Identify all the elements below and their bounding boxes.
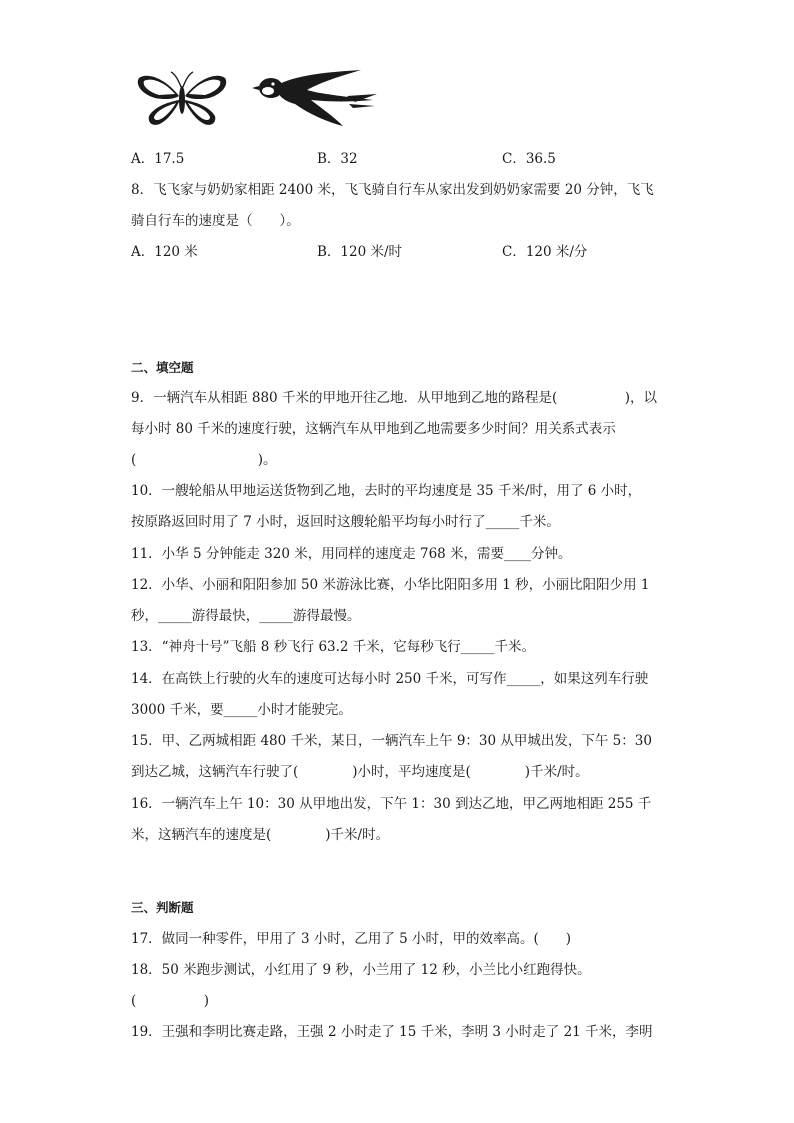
q12-line-2: 秒，_____游得最快，_____游得最慢。 <box>131 608 361 624</box>
q9-line-1: 9．一辆汽车从相距 880 千米的甲地开往乙地．从甲地到乙地的路程是( )，以 <box>131 390 657 406</box>
q14-line-2: 3000 千米，要_____小时才能驶完。 <box>131 702 352 718</box>
section-title-fill-in: 二、填空题 <box>131 360 194 375</box>
q8-line-2: 骑自行车的速度是（ ）。 <box>131 213 300 229</box>
q8-option-c: C．120 米/分 <box>502 244 588 260</box>
q16-line-1: 16．一辆汽车上午 10：30 从甲地出发，下午 1：30 到达乙地，甲乙两地相距 255 千 <box>131 796 652 812</box>
q7-option-a: A．17.5 <box>131 151 185 167</box>
q15-line-2: 到达乙城，这辆汽车行驶了( )小时，平均速度是( )千米/时。 <box>131 764 589 780</box>
q10-line-2: 按原路返回时用了 7 小时，返回时这艘轮船平均每小时行了_____千米。 <box>131 514 560 530</box>
q17-line-1: 17．做同一种零件，甲用了 3 小时，乙用了 5 小时，甲的效率高。( ) <box>131 931 572 947</box>
q7-option-b: B．32 <box>317 151 358 167</box>
butterfly-icon <box>138 72 226 125</box>
section-title-true-false: 三、判断题 <box>131 900 194 915</box>
q13-line-1: 13．“神舟十号”飞船 8 秒飞行 63.2 千米，它每秒飞行_____千米。 <box>131 639 536 655</box>
q12-line-1: 12．小华、小丽和阳阳参加 50 米游泳比赛，小华比阳阳多用 1 秒，小丽比阳阳少用 1 <box>131 577 650 593</box>
q8-option-b: B．120 米/时 <box>317 244 403 260</box>
q9-line-2: 每小时 80 千米的速度行驶，这辆汽车从甲地到乙地需要多少时间？用关系式表示 <box>131 421 616 437</box>
q14-line-1: 14．在高铁上行驶的火车的速度可达每小时 250 千米，可写作_____，如果这列车行驶 <box>131 671 649 687</box>
q18-line-2: ( ) <box>131 993 210 1009</box>
q16-line-2: 米，这辆汽车的速度是( )千米/时。 <box>131 827 390 843</box>
q9-line-3: ( )。 <box>131 452 277 468</box>
q18-line-1: 18．50 米跑步测试，小红用了 9 秒，小兰用了 12 秒，小兰比小红跑得快。 <box>131 962 591 978</box>
q7-option-c: C．36.5 <box>502 151 556 167</box>
q19-line-1: 19．王强和李明比赛走路，王强 2 小时走了 15 千米，李明 3 小时走了 21 千米，李明 <box>131 1024 653 1040</box>
swallow-icon <box>252 70 377 126</box>
q8-option-a: A．120 米 <box>131 244 198 260</box>
q15-line-1: 15．甲、乙两城相距 480 千米，某日，一辆汽车上午 9：30 从甲城出发，下午 5：30 <box>131 733 652 749</box>
q11-line-1: 11．小华 5 分钟能走 320 米，用同样的速度走 768 米，需要____分钟。 <box>131 546 572 562</box>
figure-row <box>133 66 383 134</box>
figure-svg <box>133 66 383 134</box>
q10-line-1: 10．一艘轮船从甲地运送货物到乙地，去时的平均速度是 35 千米/时，用了 6 小时， <box>131 483 642 499</box>
q8-line-1: 8．飞飞家与奶奶家相距 2400 米，飞飞骑自行车从家出发到奶奶家需要 20 分钟，飞飞 <box>131 182 654 198</box>
